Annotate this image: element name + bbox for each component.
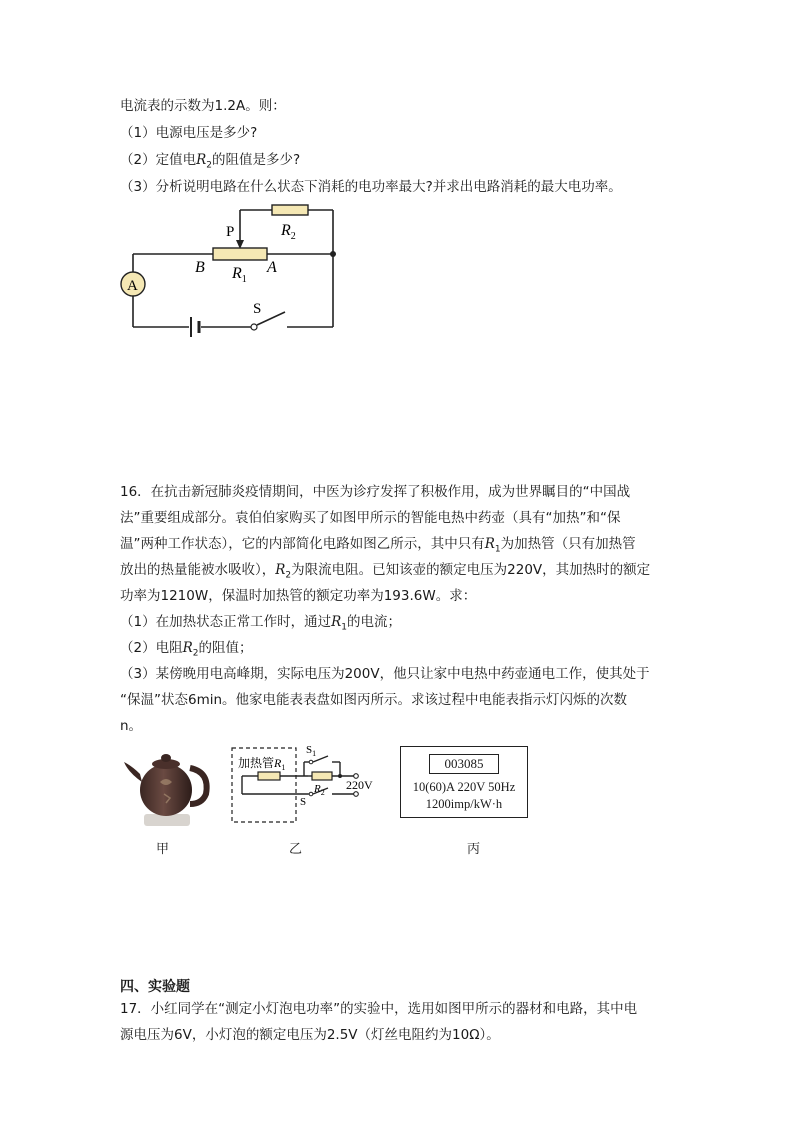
q16-sub3-line2: “保温”状态6min。他家电能表表盘如图丙所示。求该过程中电能表指示灯闪烁的次数 xyxy=(120,692,628,708)
meter-spec1: 10(60)A 220V 50Hz xyxy=(412,780,516,794)
q15-sub3: （3）分析说明电路在什么状态下消耗的电功率最大?并求出电路消耗的最大电功率。 xyxy=(120,179,622,195)
q16-sub1: （1）在加热状态正常工作时，通过$R_1$的电流； xyxy=(120,614,401,633)
r1-resistor xyxy=(213,248,267,260)
caption-bing: 丙 xyxy=(467,842,481,857)
voltage-label: 220V xyxy=(346,778,373,792)
q16-sub3-line1: （3）某傍晚用电高峰期，实际电压为200V，他只让家中电热中药壶通电工作，使其处于 xyxy=(120,666,650,682)
label-A: A xyxy=(267,259,277,276)
q16-line4: 放出的热量能被水吸收），$R_2$为限流电阻。已知该壶的额定电压为220V，其加热时的额定 xyxy=(120,562,651,581)
q16-sub2: （2）电阻$R_2$的阻值； xyxy=(120,640,253,659)
svg-text:R1: $R_1$ xyxy=(232,265,247,285)
q16-line5: 功率为1210W，保温时加热管的额定功率为193.6W。求： xyxy=(120,588,477,604)
q16-yi-circuit xyxy=(228,742,388,830)
svg-text:R2: $R_2$ xyxy=(281,222,296,242)
q16-line2: 法”重要组成部分。袁伯伯家购买了如图甲所示的智能电热中药壶（具有“加热”和“保 xyxy=(120,510,621,526)
label-P: P xyxy=(226,224,235,240)
label-R1: R xyxy=(232,265,242,282)
kettle-image xyxy=(120,742,212,830)
svg-text:R2: $R_2$ xyxy=(314,783,325,797)
r2-resistor xyxy=(272,205,308,215)
label-B: B xyxy=(195,259,205,276)
s-label: S xyxy=(300,796,307,808)
q17-line1: 17．小红同学在“测定小灯泡电功率”的实验中，选用如图甲所示的器材和电路，其中电 xyxy=(120,1001,638,1017)
s1-label: S xyxy=(306,744,313,756)
q15-sub1: （1）电源电压是多少? xyxy=(120,125,258,141)
q16-line1: 16．在抗击新冠肺炎疫情期间，中医为诊疗发挥了积极作用，成为世界瞩目的“中国战 xyxy=(120,484,631,500)
ammeter-label: A xyxy=(127,278,138,294)
q15-circuit-diagram xyxy=(115,198,355,348)
heater-label: 加热管 xyxy=(238,756,275,770)
meter-spec2: 1200imp/kW·h xyxy=(425,797,503,811)
q15-sub2: （2）定值电$R_2$的阻值是多少? xyxy=(120,152,301,171)
q15-intro: 电流表的示数为1.2A。则： xyxy=(120,98,286,114)
q17-line2: 源电压为6V，小灯泡的额定电压为2.5V（灯丝电阻约为10Ω）。 xyxy=(120,1027,500,1043)
section-title: 四、实验题 xyxy=(120,979,190,995)
r2-label: R xyxy=(314,783,321,795)
q16-sub3-line3: n。 xyxy=(120,718,143,734)
energy-meter-panel xyxy=(400,746,528,818)
svg-text:S1: $S_1$ xyxy=(306,744,317,758)
label-R2: R xyxy=(281,222,291,239)
q16-line3: 温”两种工作状态），它的内部简化电路如图乙所示，其中只有$R_1$为加热管（只有加热管 xyxy=(120,536,636,555)
label-S: S xyxy=(253,301,262,317)
svg-text:加热管R1: 加热管$R_1$ xyxy=(238,756,286,772)
meter-reading: 003085 xyxy=(429,754,499,774)
caption-jia: 甲 xyxy=(156,842,170,857)
caption-yi: 乙 xyxy=(289,842,303,857)
